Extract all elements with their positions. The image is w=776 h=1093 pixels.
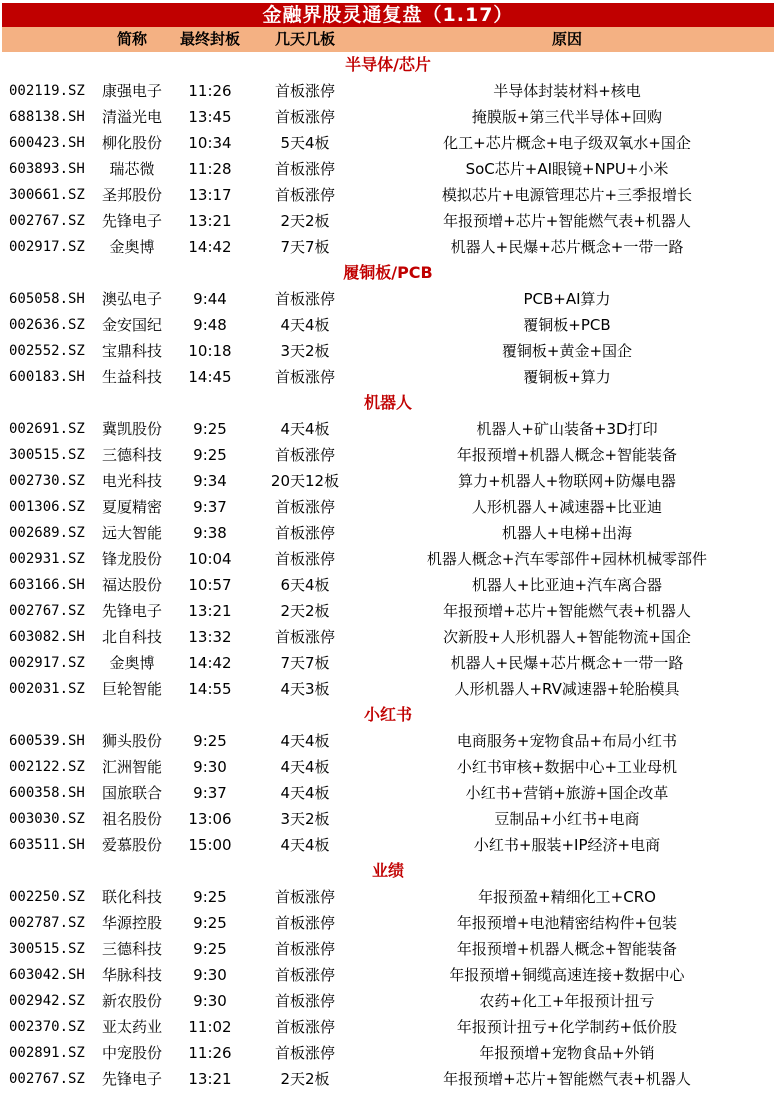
stock-name: 北自科技 bbox=[101, 628, 162, 646]
table-row bbox=[2, 416, 774, 442]
reason-text: 小红书审核+数据中心+工业母机 bbox=[456, 758, 678, 776]
col-header-days-boards: 几天几板 bbox=[274, 30, 335, 48]
stock-name: 华源控股 bbox=[101, 914, 162, 932]
seal-time: 9:25 bbox=[193, 940, 227, 958]
stock-code: 003030.SZ bbox=[9, 811, 85, 827]
board-count: 4天4板 bbox=[280, 836, 330, 854]
board-count: 首板涨停 bbox=[274, 628, 335, 646]
stock-name: 祖名股份 bbox=[101, 810, 162, 828]
seal-time: 14:55 bbox=[188, 680, 232, 698]
col-header-code bbox=[2, 27, 94, 52]
board-count: 首板涨停 bbox=[274, 82, 335, 100]
stock-code: 300661.SZ bbox=[9, 187, 85, 203]
stock-name: 电光科技 bbox=[101, 472, 162, 490]
table-row bbox=[2, 754, 774, 780]
stock-name: 夏厦精密 bbox=[101, 498, 162, 516]
reason-text: PCB+AI算力 bbox=[523, 290, 611, 308]
board-count: 首板涨停 bbox=[274, 1044, 335, 1062]
stock-name: 冀凯股份 bbox=[101, 420, 162, 438]
table-row bbox=[2, 650, 774, 676]
seal-time: 9:25 bbox=[193, 732, 227, 750]
seal-time: 9:25 bbox=[193, 420, 227, 438]
seal-time: 13:17 bbox=[188, 186, 232, 204]
stock-code: 002031.SZ bbox=[9, 681, 85, 697]
reason-text: 机器人+矿山装备+3D打印 bbox=[476, 420, 658, 438]
stock-name: 联化科技 bbox=[101, 888, 162, 906]
section-header: 小红书 bbox=[363, 705, 412, 724]
table-row bbox=[2, 182, 774, 208]
stock-name: 先锋电子 bbox=[101, 1070, 162, 1088]
seal-time: 9:48 bbox=[193, 316, 227, 334]
table-row bbox=[2, 598, 774, 624]
table-row bbox=[2, 832, 774, 858]
seal-time: 15:00 bbox=[188, 836, 232, 854]
seal-time: 9:34 bbox=[193, 472, 227, 490]
board-count: 3天2板 bbox=[280, 810, 330, 828]
reason-text: 农药+化工+年报预计扭亏 bbox=[479, 992, 655, 1010]
seal-time: 9:25 bbox=[193, 888, 227, 906]
page-title: 金融界股灵通复盘（1.17） bbox=[2, 3, 774, 27]
board-count: 4天4板 bbox=[280, 316, 330, 334]
reason-text: 算力+机器人+物联网+防爆电器 bbox=[458, 472, 676, 490]
board-count: 首板涨停 bbox=[274, 498, 335, 516]
stock-code: 002691.SZ bbox=[9, 421, 85, 437]
board-count: 5天4板 bbox=[280, 134, 330, 152]
board-count: 20天12板 bbox=[270, 472, 340, 490]
section-header: 履铜板/PCB bbox=[343, 263, 433, 282]
stock-code: 002931.SZ bbox=[9, 551, 85, 567]
board-count: 首板涨停 bbox=[274, 524, 335, 542]
reason-text: 年报预盈+精细化工+CRO bbox=[478, 888, 656, 906]
section-header: 业绩 bbox=[371, 861, 404, 880]
seal-time: 9:44 bbox=[193, 290, 227, 308]
board-count: 2天2板 bbox=[280, 212, 330, 230]
reason-text: 年报预计扭亏+化学制药+低价股 bbox=[456, 1018, 678, 1036]
table-row bbox=[2, 156, 774, 182]
section-header: 半导体/芯片 bbox=[345, 55, 431, 74]
seal-time: 10:18 bbox=[188, 342, 232, 360]
seal-time: 9:25 bbox=[193, 446, 227, 464]
table-row bbox=[2, 1066, 774, 1092]
table-row bbox=[2, 624, 774, 650]
stock-name: 生益科技 bbox=[101, 368, 162, 386]
stock-name: 锋龙股份 bbox=[101, 550, 162, 568]
stock-code: 002250.SZ bbox=[9, 889, 85, 905]
seal-time: 10:57 bbox=[188, 576, 232, 594]
reason-text: 年报预增+电池精密结构件+包装 bbox=[456, 914, 678, 932]
table-row bbox=[2, 884, 774, 910]
stock-code: 600423.SH bbox=[9, 135, 85, 151]
board-count: 首板涨停 bbox=[274, 108, 335, 126]
col-header-final-seal: 最终封板 bbox=[179, 30, 240, 48]
stock-code: 002917.SZ bbox=[9, 655, 85, 671]
col-header-name: 简称 bbox=[116, 30, 147, 48]
board-count: 4天4板 bbox=[280, 420, 330, 438]
stock-name: 巨轮智能 bbox=[101, 680, 162, 698]
table-row bbox=[2, 208, 774, 234]
reason-text: 覆铜板+算力 bbox=[523, 368, 611, 386]
table-row bbox=[2, 286, 774, 312]
reason-text: 机器人+民爆+芯片概念+一带一路 bbox=[450, 654, 684, 672]
stock-code: 002787.SZ bbox=[9, 915, 85, 931]
table-body bbox=[2, 52, 774, 1092]
stock-code: 002730.SZ bbox=[9, 473, 85, 489]
stock-code: 002767.SZ bbox=[9, 213, 85, 229]
seal-time: 13:45 bbox=[188, 108, 232, 126]
reason-text: SoC芯片+AI眼镜+NPU+小米 bbox=[465, 160, 669, 178]
reason-text: 机器人+比亚迪+汽车离合器 bbox=[471, 576, 663, 594]
table-row bbox=[2, 78, 774, 104]
stock-name: 三德科技 bbox=[101, 940, 162, 958]
table-row bbox=[2, 676, 774, 702]
stock-code: 002119.SZ bbox=[9, 83, 85, 99]
stock-name: 狮头股份 bbox=[101, 732, 162, 750]
stock-code: 001306.SZ bbox=[9, 499, 85, 515]
stock-code: 688138.SH bbox=[9, 109, 85, 125]
stock-name: 国旅联合 bbox=[101, 784, 162, 802]
reason-text: 掩膜版+第三代半导体+回购 bbox=[471, 108, 663, 126]
board-count: 2天2板 bbox=[280, 602, 330, 620]
board-count: 首板涨停 bbox=[274, 160, 335, 178]
board-count: 首板涨停 bbox=[274, 940, 335, 958]
board-count: 首板涨停 bbox=[274, 290, 335, 308]
seal-time: 9:38 bbox=[193, 524, 227, 542]
seal-time: 9:30 bbox=[193, 966, 227, 984]
stock-name: 圣邦股份 bbox=[101, 186, 162, 204]
stock-name: 澳弘电子 bbox=[101, 290, 162, 308]
col-header-reason: 原因 bbox=[551, 30, 582, 48]
table-row bbox=[2, 1014, 774, 1040]
table-row bbox=[2, 130, 774, 156]
reason-text: 电商服务+宠物食品+布局小红书 bbox=[456, 732, 678, 750]
reason-text: 次新股+人形机器人+智能物流+国企 bbox=[443, 628, 691, 646]
seal-time: 10:34 bbox=[188, 134, 232, 152]
board-count: 7天7板 bbox=[280, 654, 330, 672]
stock-code: 002942.SZ bbox=[9, 993, 85, 1009]
reason-text: 年报预增+机器人概念+智能装备 bbox=[456, 940, 678, 958]
reason-text: 年报预增+铜缆高速连接+数据中心 bbox=[449, 966, 685, 984]
stock-code: 603082.SH bbox=[9, 629, 85, 645]
table-row bbox=[2, 572, 774, 598]
reason-text: 小红书+服装+IP经济+电商 bbox=[473, 836, 661, 854]
stock-name: 汇洲智能 bbox=[101, 758, 162, 776]
seal-time: 9:25 bbox=[193, 914, 227, 932]
stock-name: 瑞芯微 bbox=[109, 160, 155, 178]
stock-code: 603511.SH bbox=[9, 837, 85, 853]
table-row bbox=[2, 780, 774, 806]
seal-time: 9:37 bbox=[193, 784, 227, 802]
seal-time: 13:21 bbox=[188, 1070, 232, 1088]
stock-code: 600183.SH bbox=[9, 369, 85, 385]
board-count: 首板涨停 bbox=[274, 368, 335, 386]
stock-code: 002917.SZ bbox=[9, 239, 85, 255]
reason-text: 化工+芯片概念+电子级双氧水+国企 bbox=[443, 134, 691, 152]
reason-text: 人形机器人+减速器+比亚迪 bbox=[471, 498, 663, 516]
seal-time: 13:21 bbox=[188, 212, 232, 230]
board-count: 3天2板 bbox=[280, 342, 330, 360]
table-row bbox=[2, 364, 774, 390]
reason-text: 机器人+电梯+出海 bbox=[501, 524, 633, 542]
seal-time: 10:04 bbox=[188, 550, 232, 568]
board-count: 4天3板 bbox=[280, 680, 330, 698]
board-count: 4天4板 bbox=[280, 784, 330, 802]
reason-text: 年报预增+芯片+智能燃气表+机器人 bbox=[443, 1070, 691, 1088]
table-row bbox=[2, 494, 774, 520]
seal-time: 9:30 bbox=[193, 758, 227, 776]
table-row bbox=[2, 312, 774, 338]
table-row bbox=[2, 962, 774, 988]
stock-name: 清溢光电 bbox=[101, 108, 162, 126]
reason-text: 模拟芯片+电源管理芯片+三季报增长 bbox=[441, 186, 693, 204]
board-count: 首板涨停 bbox=[274, 446, 335, 464]
seal-time: 14:42 bbox=[188, 654, 232, 672]
table-header bbox=[2, 27, 774, 52]
stock-code: 002689.SZ bbox=[9, 525, 85, 541]
stock-name: 金奥博 bbox=[109, 654, 155, 672]
stock-name: 康强电子 bbox=[101, 82, 162, 100]
board-count: 首板涨停 bbox=[274, 914, 335, 932]
stock-code: 002552.SZ bbox=[9, 343, 85, 359]
table-row bbox=[2, 104, 774, 130]
board-count: 2天2板 bbox=[280, 1070, 330, 1088]
stock-name: 先锋电子 bbox=[101, 212, 162, 230]
board-count: 4天4板 bbox=[280, 732, 330, 750]
stock-name: 宝鼎科技 bbox=[101, 342, 162, 360]
stock-code: 300515.SZ bbox=[9, 941, 85, 957]
stock-code: 002767.SZ bbox=[9, 603, 85, 619]
stock-name: 福达股份 bbox=[101, 576, 162, 594]
seal-time: 11:26 bbox=[188, 82, 232, 100]
seal-time: 13:32 bbox=[188, 628, 232, 646]
seal-time: 14:42 bbox=[188, 238, 232, 256]
board-count: 首板涨停 bbox=[274, 550, 335, 568]
stock-code: 300515.SZ bbox=[9, 447, 85, 463]
table-row bbox=[2, 442, 774, 468]
reason-text: 小红书+营销+旅游+国企改革 bbox=[465, 784, 669, 802]
reason-text: 半导体封装材料+核电 bbox=[493, 82, 641, 100]
stock-code: 603042.SH bbox=[9, 967, 85, 983]
stock-name: 柳化股份 bbox=[101, 134, 162, 152]
table-row bbox=[2, 728, 774, 754]
stock-name: 中宠股份 bbox=[101, 1044, 162, 1062]
table-row bbox=[2, 1040, 774, 1066]
reason-text: 机器人+民爆+芯片概念+一带一路 bbox=[450, 238, 684, 256]
seal-time: 9:30 bbox=[193, 992, 227, 1010]
stock-code: 002891.SZ bbox=[9, 1045, 85, 1061]
reason-text: 年报预增+芯片+智能燃气表+机器人 bbox=[443, 212, 691, 230]
stock-code: 605058.SH bbox=[9, 291, 85, 307]
seal-time: 9:37 bbox=[193, 498, 227, 516]
stock-name: 爱慕股份 bbox=[101, 836, 162, 854]
seal-time: 13:06 bbox=[188, 810, 232, 828]
reason-text: 覆铜板+PCB bbox=[523, 316, 611, 334]
table-row bbox=[2, 988, 774, 1014]
board-count: 首板涨停 bbox=[274, 888, 335, 906]
board-count: 4天4板 bbox=[280, 758, 330, 776]
board-count: 首板涨停 bbox=[274, 992, 335, 1010]
table-row bbox=[2, 806, 774, 832]
section-header: 机器人 bbox=[363, 393, 412, 412]
table-row bbox=[2, 468, 774, 494]
stock-name: 三德科技 bbox=[101, 446, 162, 464]
stock-code: 002370.SZ bbox=[9, 1019, 85, 1035]
seal-time: 13:21 bbox=[188, 602, 232, 620]
stock-name: 金奥博 bbox=[109, 238, 155, 256]
board-count: 7天7板 bbox=[280, 238, 330, 256]
reason-text: 豆制品+小红书+电商 bbox=[494, 810, 640, 828]
stock-name: 亚太药业 bbox=[101, 1018, 162, 1036]
table-row bbox=[2, 936, 774, 962]
seal-time: 11:02 bbox=[188, 1018, 232, 1036]
stock-name: 先锋电子 bbox=[101, 602, 162, 620]
reason-text: 机器人概念+汽车零部件+园林机械零部件 bbox=[426, 550, 708, 568]
table-row bbox=[2, 338, 774, 364]
reason-text: 年报预增+机器人概念+智能装备 bbox=[456, 446, 678, 464]
seal-time: 11:26 bbox=[188, 1044, 232, 1062]
stock-code: 002636.SZ bbox=[9, 317, 85, 333]
stock-code: 002122.SZ bbox=[9, 759, 85, 775]
stock-name: 远大智能 bbox=[101, 524, 162, 542]
reason-text: 人形机器人+RV减速器+轮胎模具 bbox=[454, 680, 680, 698]
stock-name: 新农股份 bbox=[101, 992, 162, 1010]
seal-time: 14:45 bbox=[188, 368, 232, 386]
stock-name: 华脉科技 bbox=[101, 966, 162, 984]
board-count: 首板涨停 bbox=[274, 966, 335, 984]
stock-name: 金安国纪 bbox=[101, 316, 162, 334]
stock-code: 600358.SH bbox=[9, 785, 85, 801]
table-row bbox=[2, 234, 774, 260]
stock-code: 603893.SH bbox=[9, 161, 85, 177]
stock-code: 002767.SZ bbox=[9, 1071, 85, 1087]
board-count: 首板涨停 bbox=[274, 186, 335, 204]
table-row bbox=[2, 520, 774, 546]
reason-text: 覆铜板+黄金+国企 bbox=[501, 342, 633, 360]
board-count: 6天4板 bbox=[280, 576, 330, 594]
stock-code: 603166.SH bbox=[9, 577, 85, 593]
board-count: 首板涨停 bbox=[274, 1018, 335, 1036]
table-row bbox=[2, 910, 774, 936]
reason-text: 年报预增+宠物食品+外销 bbox=[479, 1044, 655, 1062]
seal-time: 11:28 bbox=[188, 160, 232, 178]
table-row bbox=[2, 546, 774, 572]
reason-text: 年报预增+芯片+智能燃气表+机器人 bbox=[443, 602, 691, 620]
stock-code: 600539.SH bbox=[9, 733, 85, 749]
